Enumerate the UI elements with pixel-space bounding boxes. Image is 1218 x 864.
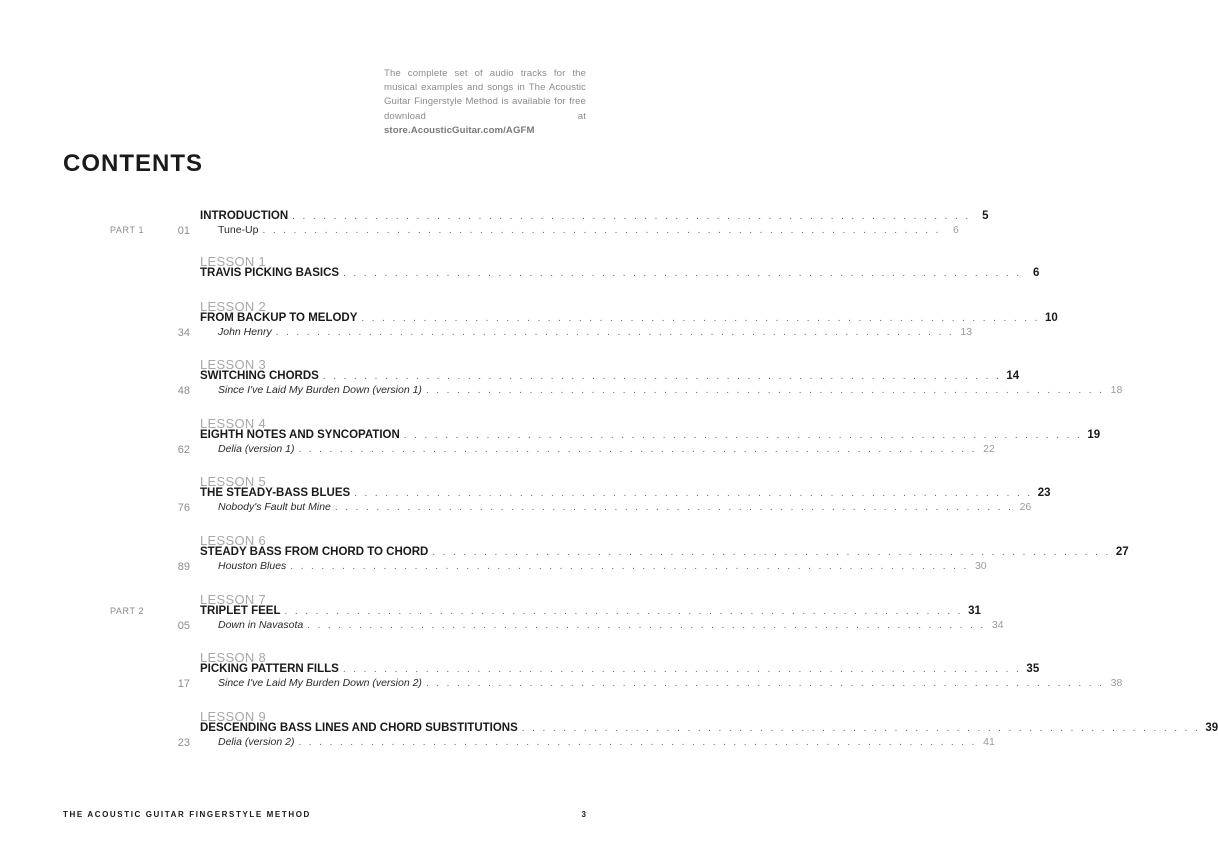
audio-note-text: The complete set of audio tracks for the musical examples and songs in The Acoustic Guitar Fingerstyle Method is available for free download at (384, 68, 586, 122)
dot-leader: . . . . . . . . . . . . . . . . . . . . . . . . . . . . . . . . . . . . . . . . . . . . . . . . . . . . . . . . . . . . . . . . . . (322, 371, 1002, 382)
toc-chapter-entry[interactable] (200, 546, 1129, 558)
toc-chapter-entry[interactable] (200, 605, 981, 617)
entry-title: PICKING PATTERN FILLS (200, 663, 339, 675)
lesson-label: LESSON 8 (200, 650, 266, 665)
toc-row[interactable] (0, 384, 1123, 398)
dot-leader: . . . . . . . . . . . . . . . . . . . . . . . . . . . . . . . . . . . . . . . . . . . . . . . . . . . . . . . . . . . . . . . . . . (432, 547, 1111, 558)
lesson-label: LESSON 6 (200, 533, 266, 548)
toc-row[interactable] (0, 605, 981, 619)
dot-leader: . . . . . . . . . . . . . . . . . . . . . . . . . . . . . . . . . . . . . . . . . . . . . . . . . . . . . . . . . . . . . . . . . . (298, 444, 977, 455)
toc-song-entry[interactable] (218, 619, 1004, 631)
audio-track-number: 23 (177, 737, 190, 749)
entry-title: Houston Blues (218, 560, 287, 572)
toc-song-entry[interactable] (218, 677, 1123, 689)
dot-leader: . . . . . . . . . . . . . . . . . . . . . . . . . . . . . . . . . . . . . . . . . . . . . . . . . . . . . . . . . . . . . . . . . . (425, 385, 1105, 396)
entry-title: John Henry (218, 326, 272, 338)
lesson-label: LESSON 9 (200, 709, 266, 724)
toc-row[interactable] (0, 267, 1040, 281)
audio-track-number: 48 (177, 385, 190, 397)
toc-song-entry[interactable] (218, 224, 959, 236)
entry-title: Down in Navasota (218, 619, 304, 631)
toc-chapter-entry[interactable] (200, 210, 989, 222)
lesson-label: LESSON 4 (200, 416, 266, 431)
entry-title: THE STEADY-BASS BLUES (200, 487, 351, 499)
audio-track-number: 89 (177, 561, 190, 573)
page-number: 35 (1026, 663, 1040, 675)
toc-chapter-entry[interactable] (200, 429, 1101, 441)
dot-leader: . . . . . . . . . . . . . . . . . . . . . . . . . . . . . . . . . . . . . . . . . . . . . . . . . . . . . . . . . . . . . . . . . . (292, 211, 971, 222)
toc-song-entry[interactable] (218, 443, 995, 455)
footer-book-title: THE ACOUSTIC GUITAR FINGERSTYLE METHOD (63, 810, 311, 819)
toc-chapter-entry[interactable] (200, 663, 1040, 675)
part-label: PART 1 (110, 225, 145, 235)
dot-leader: . . . . . . . . . . . . . . . . . . . . . . . . . . . . . . . . . . . . . . . . . . . . . . . . . . . . . . . . . . . . . . . . . . (290, 561, 969, 572)
page-number: 13 (960, 326, 973, 338)
dot-leader: . . . . . . . . . . . . . . . . . . . . . . . . . . . . . . . . . . . . . . . . . . . . . . . . . . . . . . . . . . . . . . . . . . (343, 268, 1022, 279)
entry-title: DESCENDING BASS LINES AND CHORD SUBSTITUTIONS (200, 722, 518, 734)
entry-title: Since I've Laid My Burden Down (version 1) (218, 384, 422, 396)
dot-leader: . . . . . . . . . . . . . . . . . . . . . . . . . . . . . . . . . . . . . . . . . . . . . . . . . . . . . . . . . . . . . . . . . . (354, 488, 1033, 499)
page-number: 31 (968, 605, 981, 617)
toc-song-entry[interactable] (218, 501, 1032, 513)
page-number: 23 (1037, 487, 1051, 499)
entry-title: STEADY BASS FROM CHORD TO CHORD (200, 546, 429, 558)
dot-leader: . . . . . . . . . . . . . . . . . . . . . . . . . . . . . . . . . . . . . . . . . . . . . . . . . . . . . . . . . . . . . . . . . . (334, 502, 1014, 513)
lesson-label: LESSON 1 (200, 254, 266, 269)
toc-chapter-entry[interactable] (200, 312, 1058, 324)
dot-leader: . . . . . . . . . . . . . . . . . . . . . . . . . . . . . . . . . . . . . . . . . . . . . . . . . . . . . . . . . . . . . . . . . . (403, 430, 1083, 441)
audio-track-number: 34 (177, 327, 190, 339)
toc-row[interactable] (0, 736, 995, 750)
page-number: 10 (1044, 312, 1058, 324)
toc-chapter-entry[interactable] (200, 487, 1051, 499)
entry-title: INTRODUCTION (200, 210, 289, 222)
page-number: 39 (1205, 722, 1218, 734)
dot-leader: . . . . . . . . . . . . . . . . . . . . . . . . . . . . . . . . . . . . . . . . . . . . . . . . . . . . . . . . . . . . . . . . . . (521, 723, 1201, 734)
audio-track-number: 05 (177, 620, 190, 632)
dot-leader: . . . . . . . . . . . . . . . . . . . . . . . . . . . . . . . . . . . . . . . . . . . . . . . . . . . . . . . . . . . . . . . . . . (298, 737, 977, 748)
toc-song-entry[interactable] (218, 560, 987, 572)
page-number: 18 (1110, 384, 1123, 396)
page-number: 22 (983, 443, 995, 455)
dot-leader: . . . . . . . . . . . . . . . . . . . . . . . . . . . . . . . . . . . . . . . . . . . . . . . . . . . . . . . . . . . . . . . . . . (275, 327, 955, 338)
entry-title: Tune-Up (218, 224, 259, 236)
entry-title: TRIPLET FEEL (200, 605, 281, 617)
toc-chapter-entry[interactable] (200, 370, 1020, 382)
entry-title: FROM BACKUP TO MELODY (200, 312, 358, 324)
toc-row[interactable] (0, 210, 989, 224)
page-number: 6 (952, 224, 959, 236)
toc-row[interactable] (0, 326, 973, 340)
lesson-label: LESSON 7 (200, 592, 266, 607)
page-number: 26 (1019, 501, 1032, 513)
toc-chapter-entry[interactable] (200, 267, 1040, 279)
lesson-label: LESSON 5 (200, 474, 266, 489)
page-number: 19 (1087, 429, 1101, 441)
page-number: 6 (1033, 267, 1040, 279)
lesson-label: LESSON 3 (200, 357, 266, 372)
page-number: 34 (991, 619, 1004, 631)
page-number: 38 (1110, 677, 1123, 689)
toc-row[interactable] (0, 224, 959, 238)
entry-title: Delia (version 1) (218, 443, 295, 455)
audio-track-number: 62 (177, 444, 190, 456)
toc-row[interactable] (0, 370, 1020, 384)
footer-page-number: 3 (581, 810, 586, 819)
toc-row[interactable] (0, 312, 1058, 326)
part-label: PART 2 (110, 606, 145, 616)
page-number: 30 (974, 560, 987, 572)
dot-leader: . . . . . . . . . . . . . . . . . . . . . . . . . . . . . . . . . . . . . . . . . . . . . . . . . . . . . . . . . . . . . . . . . . (284, 606, 963, 617)
entry-title: SWITCHING CHORDS (200, 370, 319, 382)
toc-row[interactable] (0, 677, 1123, 691)
dot-leader: . . . . . . . . . . . . . . . . . . . . . . . . . . . . . . . . . . . . . . . . . . . . . . . . . . . . . . . . . . . . . . . . . . (262, 225, 941, 236)
lesson-label: LESSON 2 (200, 299, 266, 314)
audio-track-number: 01 (177, 225, 190, 237)
page-number: 5 (982, 210, 989, 222)
toc-row[interactable] (0, 546, 1129, 560)
toc-row[interactable] (0, 487, 1051, 501)
page-number: 41 (983, 736, 995, 748)
toc-row[interactable] (0, 560, 987, 574)
audio-track-number: 76 (177, 502, 190, 514)
toc-song-entry[interactable] (218, 326, 973, 338)
toc-row[interactable] (0, 501, 1032, 515)
toc-song-entry[interactable] (218, 736, 995, 748)
toc-row[interactable] (0, 429, 1101, 443)
toc-row[interactable] (0, 722, 1218, 736)
dot-leader: . . . . . . . . . . . . . . . . . . . . . . . . . . . . . . . . . . . . . . . . . . . . . . . . . . . . . . . . . . . . . . . . . . (342, 664, 1022, 675)
audio-download-link[interactable]: store.AcousticGuitar.com/AGFM (384, 124, 535, 136)
toc-chapter-entry[interactable] (200, 722, 1218, 734)
dot-leader: . . . . . . . . . . . . . . . . . . . . . . . . . . . . . . . . . . . . . . . . . . . . . . . . . . . . . . . . . . . . . . . . . . (361, 313, 1040, 324)
entry-title: Since I've Laid My Burden Down (version 2) (218, 677, 422, 689)
audio-download-note (384, 67, 586, 138)
page-number: 14 (1006, 370, 1020, 382)
toc-row[interactable] (0, 619, 1004, 633)
page-number: 27 (1115, 546, 1129, 558)
entry-title: Nobody's Fault but Mine (218, 501, 331, 513)
toc-row[interactable] (0, 663, 1040, 677)
audio-track-number: 17 (177, 678, 190, 690)
toc-row[interactable] (0, 443, 995, 457)
entry-title: TRAVIS PICKING BASICS (200, 267, 340, 279)
entry-title: Delia (version 2) (218, 736, 295, 748)
toc-song-entry[interactable] (218, 384, 1123, 396)
dot-leader: . . . . . . . . . . . . . . . . . . . . . . . . . . . . . . . . . . . . . . . . . . . . . . . . . . . . . . . . . . . . . . . . . . (425, 678, 1105, 689)
page-title: CONTENTS (63, 150, 203, 177)
entry-title: EIGHTH NOTES AND SYNCOPATION (200, 429, 400, 441)
dot-leader: . . . . . . . . . . . . . . . . . . . . . . . . . . . . . . . . . . . . . . . . . . . . . . . . . . . . . . . . . . . . . . . . . . (307, 620, 986, 631)
